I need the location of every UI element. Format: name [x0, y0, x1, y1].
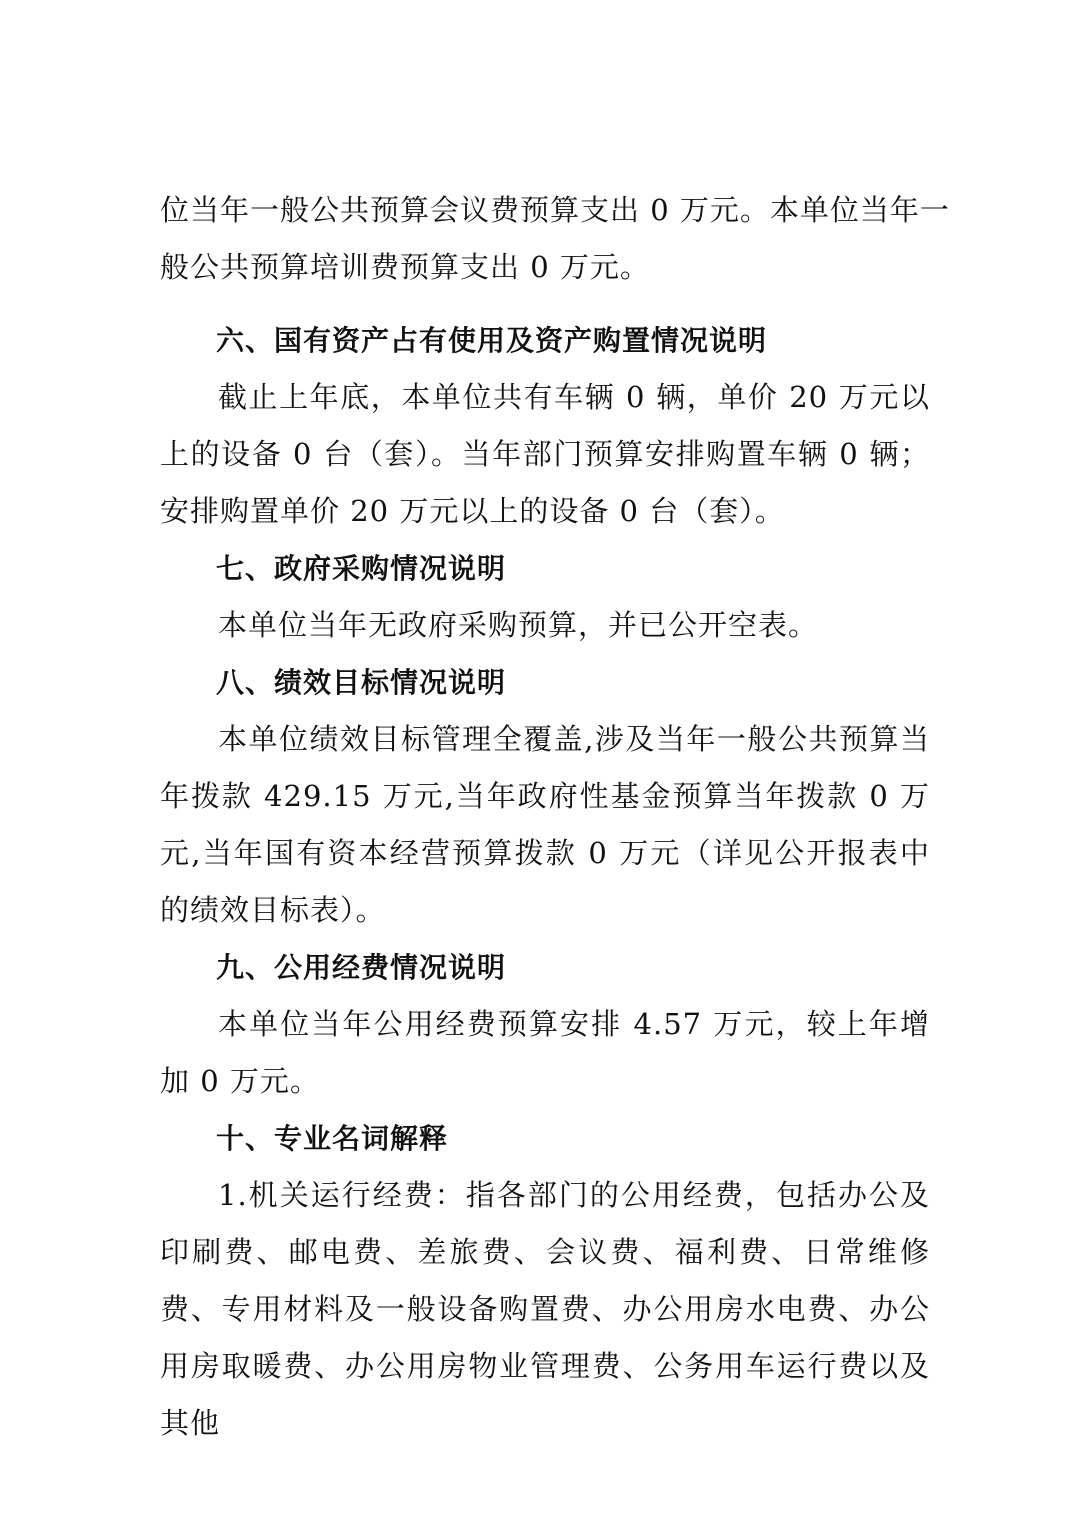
section-9-title: 九、公用经费情况说明 [216, 951, 507, 984]
section-7-body: 本单位当年无政府采购预算，并已公开空表。 [218, 608, 819, 642]
section-8-title: 八、绩效目标情况说明 [216, 666, 507, 699]
section-10-title: 十、专业名词解释 [216, 1122, 449, 1155]
intro-line-1: 位当年一般公共预算会议费预算支出 0 万元。本单位当年一 [160, 193, 950, 227]
section-7-title: 七、政府采购情况说明 [216, 552, 507, 585]
section-9-body: 本单位当年公用经费预算安排 4.57 万元，较上年增加 0 万元。 [160, 1007, 930, 1098]
section-8-body: 本单位绩效目标管理全覆盖,涉及当年一般公共预算当年拨款 429.15 万元,当年政府性基金预算当年拨款 0 万元,当年国有资本经营预算拨款 0 万元（详见公开报表中的绩效目标表）。 [160, 722, 930, 927]
section-6-body: 截止上年底，本单位共有车辆 0 辆，单价 20 万元以上的设备 0 台（套）。当年部门预算安排购置车辆 0 辆；安排购置单价 20 万元以上的设备 0 台（套）。 [160, 380, 930, 528]
section-10-body: 1.机关运行经费：指各部门的公用经费，包括办公及印刷费、邮电费、差旅费、会议费、福利费、日常维修费、专用材料及一般设备购置费、办公用房水电费、办公用房取暖费、办公用房物业管理费、公务用车运行费以及其他 [160, 1178, 930, 1440]
section-6-title: 六、国有资产占有使用及资产购置情况说明 [216, 324, 768, 357]
intro-paragraph [160, 182, 950, 296]
document-body [160, 312, 930, 1452]
intro-line-2: 般公共预算培训费预算支出 0 万元。 [160, 250, 650, 284]
